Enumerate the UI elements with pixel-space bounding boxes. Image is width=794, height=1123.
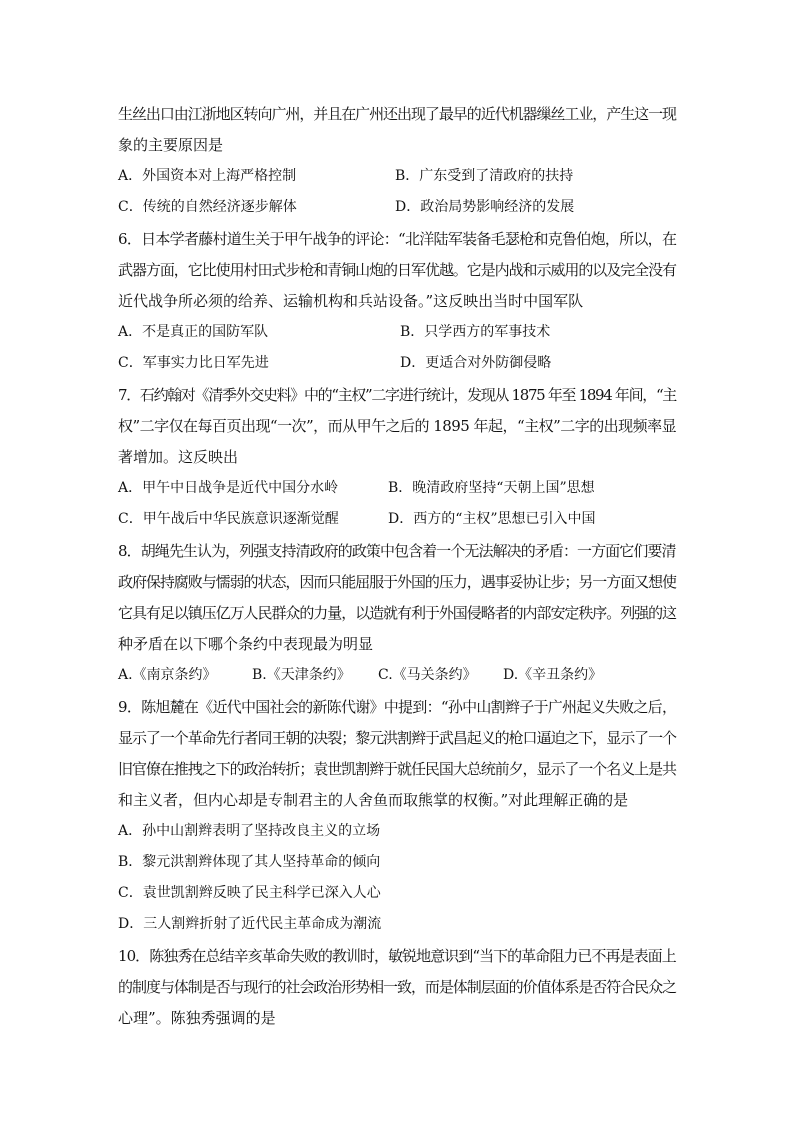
q6-option-a: A．不是真正的国防军队 — [118, 324, 269, 340]
q5-option-a: A．外国资本对上海严格控制 — [118, 168, 297, 184]
q10-line-1: 10．陈独秀在总结辛亥革命失败的教训时，敏锐地意识到“当下的革命阻力已不再是表面上 — [118, 947, 676, 965]
q7-line-1: 7．石约翰对《清季外交史料》中的“主权”二字进行统计，发现从 1875 年至 1894 年间，“主 — [118, 386, 676, 404]
q5-option-b: B．广东受到了清政府的扶持 — [395, 168, 574, 184]
q7-option-d: D．西方的“主权”思想已引入中国 — [388, 511, 596, 527]
q8-option-c: C.《马关条约》 — [378, 667, 477, 683]
q10-line-2: 的制度与体制是否与现行的社会政治形势相一致，而是体制层面的价值体系是否符合民众之 — [118, 978, 677, 996]
q10-line-3: 心理”。陈独秀强调的是 — [118, 1009, 276, 1027]
q9-option-d: D．三人割辫折射了近代民主革命成为潮流 — [118, 916, 382, 932]
q6-option-b: B．只学西方的军事技术 — [400, 324, 551, 340]
q5-line-1: 生丝出口由江浙地区转向广州，并且在广州还出现了最早的近代机器缫丝工业，产生这一现 — [118, 105, 677, 123]
q7-line-3: 著增加。这反映出 — [118, 448, 239, 466]
q8-line-4: 种矛盾在以下哪个条约中表现最为明显 — [118, 635, 374, 653]
q8-line-1: 8．胡绳先生认为，列强支持清政府的政策中包含着一个无法解决的矛盾：一方面它们要清 — [118, 542, 676, 560]
q7-option-c: C．甲午战后中华民族意识逐渐觉醒 — [118, 511, 339, 527]
q9-option-a: A．孙中山割辫表明了坚持改良主义的立场 — [118, 823, 381, 839]
q9-line-3: 旧官僚在推拽之下的政治转折；袁世凯割辫于就任民国大总统前夕，显示了一个名义上是共 — [118, 760, 677, 778]
q5-option-c: C．传统的自然经济逐步解体 — [118, 199, 297, 215]
q9-option-b: B．黎元洪割辫体现了其人坚持革命的倾向 — [118, 854, 381, 870]
q5-line-2: 象的主要原因是 — [118, 136, 224, 154]
q9-line-4: 和主义者，但内心却是专制君主的人舍鱼而取熊掌的权衡。”对此理解正确的是 — [118, 791, 629, 809]
q8-option-a: A.《南京条约》 — [118, 667, 217, 683]
q9-option-c: C．袁世凯割辫反映了民主科学已深入人心 — [118, 885, 381, 901]
q9-line-1: 9．陈旭麓在《近代中国社会的新陈代谢》中提到：“孙中山割辫子于广州起义失败之后， — [118, 698, 677, 716]
q6-line-3: 近代战争所必须的给养、运输机构和兵站设备。”这反映出当时中国军队 — [118, 292, 584, 310]
q6-option-d: D．更适合对外防御侵略 — [400, 355, 552, 371]
q6-option-c: C．军事实力比日军先进 — [118, 355, 269, 371]
q8-option-d: D.《辛丑条约》 — [503, 667, 603, 683]
q6-line-1: 6．日本学者藤村道生关于甲午战争的评论：“北洋陆军装备毛瑟枪和克鲁伯炮，所以，在 — [118, 230, 677, 248]
q8-line-3: 它具有足以镇压亿万人民群众的力量，以造就有利于外国侵略者的内部安定秩序。列强的这 — [118, 604, 677, 622]
q7-option-b: B．晚清政府坚持“天朝上国”思想 — [388, 480, 595, 496]
q7-option-a: A．甲午中日战争是近代中国分水岭 — [118, 480, 339, 496]
q6-line-2: 武器方面，它比使用村田式步枪和青铜山炮的日军优越。它是内战和示威用的以及完全没有 — [118, 261, 677, 279]
q9-line-2: 显示了一个革命先行者同王朝的决裂；黎元洪割辫于武昌起义的枪口逼迫之下，显示了一个 — [118, 729, 677, 747]
q5-option-d: D．政治局势影响经济的发展 — [395, 199, 575, 215]
q8-option-b: B.《天津条约》 — [252, 667, 351, 683]
q8-line-2: 政府保持腐败与懦弱的状态，因而只能屈服于外国的压力，遇事妥协让步；另一方面又想使 — [118, 573, 677, 591]
q7-line-2: 权”二字仅在每百页出现“一次”，而从甲午之后的 1895 年起，“主权”二字的出现频率显 — [118, 417, 677, 435]
